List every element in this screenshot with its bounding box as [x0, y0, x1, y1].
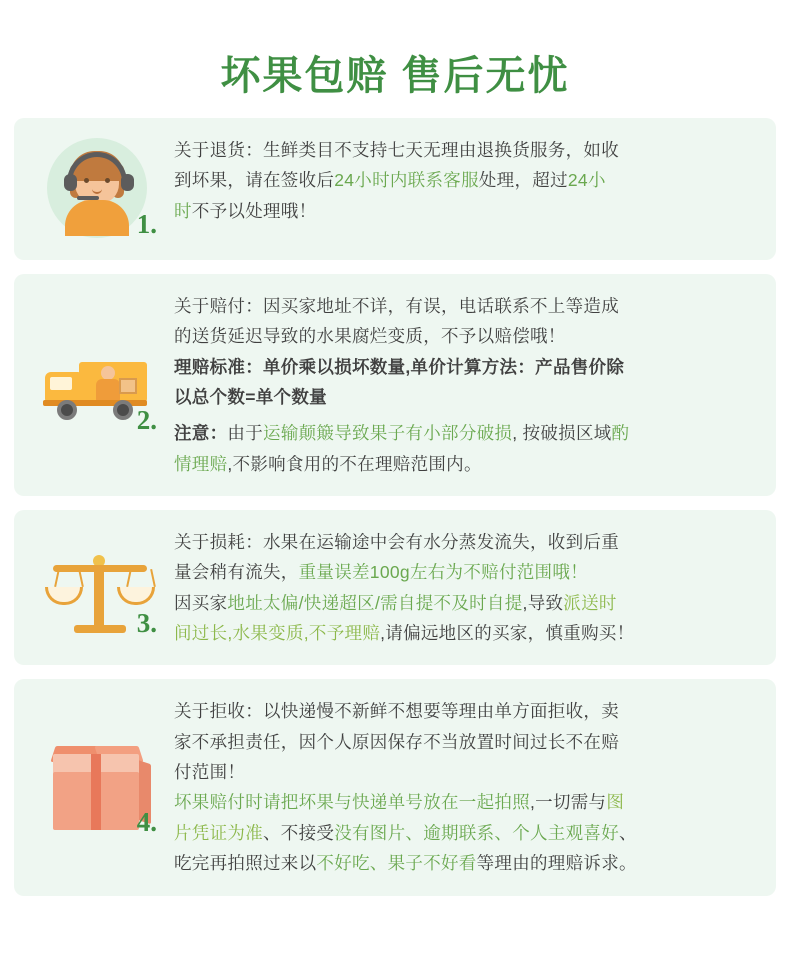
text-run-highlight: 运输颠簸导致果子有小部分破损 — [263, 423, 513, 444]
text-line — [174, 383, 756, 411]
card-icon-area — [24, 134, 174, 244]
text-run-highlight: 酌 — [611, 423, 630, 444]
text-line — [174, 788, 756, 816]
text-line — [174, 322, 756, 350]
card-icon-area — [24, 533, 174, 643]
text-run-highlight: 地址太偏/快递超区/需自提不及时自提 — [227, 592, 523, 613]
text-line — [174, 450, 756, 478]
text-line — [174, 292, 756, 320]
text-run-highlight: 重量误差100g左右为不赔付范围哦！ — [298, 562, 588, 583]
text-line — [174, 697, 756, 725]
text-line — [174, 728, 756, 756]
guarantee-card-weight-loss — [14, 510, 776, 665]
text-run: 关于赔付：因买家地址不详，有误，电话联系不上等造成 — [174, 296, 619, 316]
text-run: ,不影响食用的不在理赔范围内。 — [227, 453, 482, 474]
guarantee-card-rejection — [14, 679, 776, 895]
card-number: 1. — [136, 209, 157, 239]
guarantee-card-compensation — [14, 274, 776, 496]
text-run: 等理由的理赔诉求。 — [476, 853, 637, 874]
delivery-truck-icon — [39, 330, 159, 440]
text-run: 关于损耗：水果在运输途中会有水分蒸发流失，收到后重 — [174, 532, 619, 553]
text-run: ,请偏远地区的买家，慎重购买！ — [380, 623, 635, 644]
text-line — [174, 197, 756, 225]
balance-scale-icon — [39, 533, 159, 643]
text-run-highlight: 坏果赔付时请把坏果与快递单号放在一起拍照 — [174, 792, 530, 813]
text-run-highlight: 没有图片、逾期联系、个人主观喜好 — [334, 822, 620, 843]
text-run: , 按破损区域 — [512, 423, 612, 444]
card-number: 4. — [136, 807, 157, 838]
text-line — [174, 819, 756, 847]
text-run: 量会稍有流失， — [174, 562, 299, 583]
text-run-bold: 注意： — [174, 423, 228, 444]
guarantee-card-returns — [14, 118, 776, 260]
text-run: 由于 — [227, 423, 264, 444]
text-run-highlight: 图 — [606, 792, 625, 813]
page-title: 坏果包赔 售后无忧 — [220, 54, 570, 98]
card-number: 2. — [136, 405, 157, 436]
text-run: 家不承担责任，因个人原因保存不当放置时间过长不在赔 — [174, 731, 619, 752]
text-run: 处理，超过 — [478, 170, 568, 191]
card-icon-area — [24, 732, 174, 842]
carton-box-icon — [39, 732, 159, 842]
text-line — [174, 353, 756, 381]
text-run: 到坏果，请在签收后 — [174, 170, 335, 191]
text-line — [174, 849, 756, 877]
text-line — [174, 619, 756, 647]
text-run: 、 — [619, 822, 637, 843]
text-run-highlight: 不好吃、果子不好看 — [316, 853, 477, 874]
customer-service-headset-icon — [39, 134, 159, 244]
text-run: 付范围！ — [174, 762, 246, 783]
text-run: 的送货延迟导致的水果腐烂变质，不予以赔偿哦！ — [174, 326, 566, 347]
text-run-highlight: 情理赔 — [174, 453, 228, 474]
card-text — [174, 134, 762, 227]
text-run-highlight: 时 — [174, 200, 192, 221]
text-run-highlight: 片凭证为准 — [174, 822, 263, 843]
text-line — [174, 758, 756, 786]
text-run: 关于拒收：以快递慢不新鲜不想要等理由单方面拒收，卖 — [174, 701, 619, 722]
card-text — [174, 695, 762, 879]
card-number: 3. — [136, 607, 157, 638]
card-text — [174, 526, 762, 649]
text-line — [174, 589, 756, 617]
text-run-highlight: 派送时 — [563, 592, 617, 613]
text-line — [174, 166, 756, 194]
text-run: 不予以处理哦！ — [191, 200, 317, 221]
text-run: ,一切需与 — [530, 792, 607, 813]
text-run-bold: 理赔标准：单价乘以损坏数量,单价计算方法：产品售价除 — [174, 356, 625, 377]
text-run-highlight: 24小 — [567, 170, 606, 191]
text-line — [174, 136, 756, 164]
text-run: 吃完再拍照过来以 — [174, 853, 317, 874]
text-line — [174, 558, 756, 586]
text-run: ,导致 — [522, 592, 564, 613]
text-line — [174, 528, 756, 556]
text-run: 因买家 — [174, 592, 228, 613]
guarantee-card-list — [0, 118, 790, 896]
text-run-highlight: 间过长,水果变质,不予理赔 — [174, 623, 381, 644]
text-run: 关于退货：生鲜类目不支持七天无理由退换货服务，如收 — [174, 140, 619, 160]
card-text — [174, 290, 762, 480]
text-run-bold: 以总个数=单个数量 — [174, 387, 327, 408]
text-line — [174, 419, 756, 447]
card-icon-area — [24, 330, 174, 440]
text-run: 、不接受 — [263, 822, 335, 843]
text-run-highlight: 24小时内联系客服 — [334, 170, 479, 191]
